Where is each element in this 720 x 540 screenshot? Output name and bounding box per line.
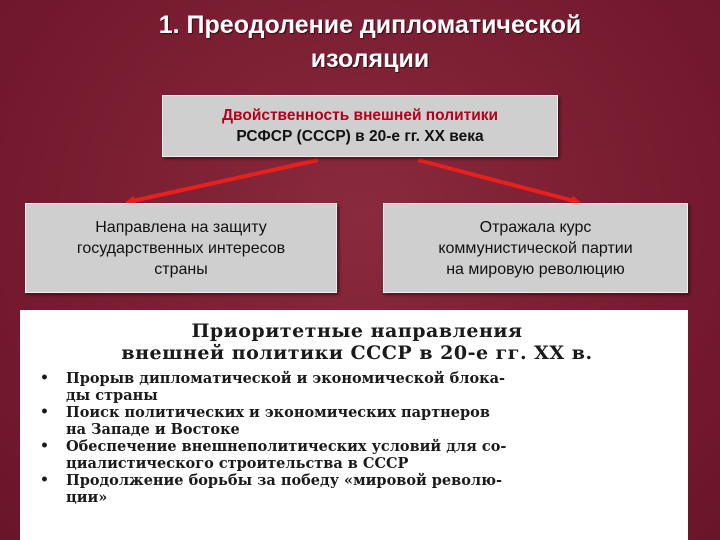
list-item-line1: Прорыв дипломатической и экономической блока-: [66, 370, 506, 387]
list-item-line1: Продолжение борьбы за победу «мировой револю-: [66, 472, 503, 489]
arrow-left: [128, 160, 318, 202]
arrow-right: [418, 160, 578, 202]
party-course-box: [383, 203, 688, 293]
party-course-line3: на мировую революцию: [446, 260, 625, 278]
priorities-list: [38, 370, 670, 506]
list-item: [40, 438, 676, 472]
priorities-title-line1: Приоритетные направления: [191, 320, 523, 342]
dual-policy-line1: Двойственность внешней политики: [221, 107, 499, 124]
priorities-title-line2: внешней политики СССР в 20-е гг. XX в.: [121, 342, 593, 364]
dual-policy-box: [162, 95, 558, 157]
list-item-line1: Поиск политических и экономических партнеров: [66, 404, 490, 421]
bullet-icon: •: [40, 472, 49, 488]
party-course-line2: коммунистической партии: [438, 239, 633, 257]
list-item: [40, 370, 676, 404]
slide-title-line2: изоляции: [310, 45, 430, 73]
state-interests-line3: страны: [154, 260, 208, 278]
bullet-icon: •: [40, 404, 49, 420]
list-item-line2: циалистического строительства в СССР: [66, 455, 409, 472]
state-interests-box: [25, 203, 337, 293]
list-item: [40, 404, 676, 438]
dual-policy-line2: РСФСР (СССР) в 20-е гг. XX века: [236, 128, 484, 145]
list-item-line1: Обеспечение внешнеполитических условий для со-: [66, 438, 507, 455]
bullet-icon: •: [40, 370, 49, 386]
state-interests-line1: Направлена на защиту: [95, 218, 267, 236]
list-item-line2: ды страны: [66, 387, 158, 404]
list-item-line2: на Западе и Востоке: [66, 421, 240, 438]
priorities-title: [38, 320, 670, 364]
list-item: [40, 472, 676, 506]
party-course-line1: Отражала курс: [479, 218, 592, 236]
bullet-icon: •: [40, 438, 49, 454]
slide-title-line1: 1. Преодоление дипломатической: [158, 11, 582, 39]
state-interests-line2: государственных интересов: [76, 239, 286, 257]
list-item-line2: ции»: [66, 489, 108, 506]
priorities-panel: [20, 310, 688, 540]
